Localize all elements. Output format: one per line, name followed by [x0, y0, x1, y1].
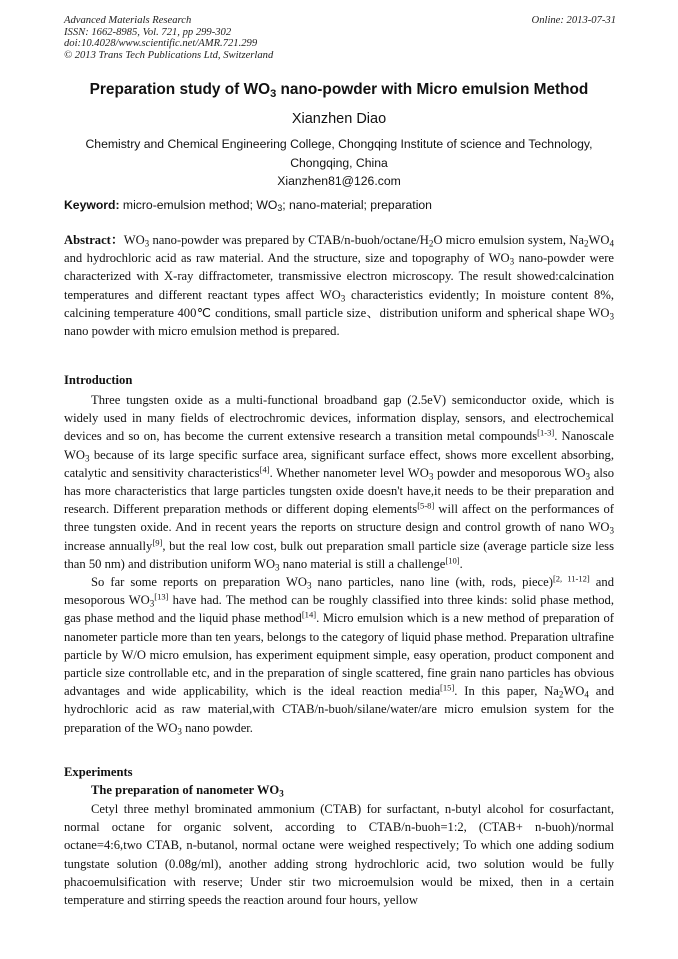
- keywords: Keyword: micro-emulsion method; $WO_3$; nano-material; preparation: [64, 198, 432, 214]
- citation: [10]: [445, 555, 460, 566]
- citation: [14]: [301, 610, 317, 621]
- experiments-heading: Experiments: [64, 765, 133, 779]
- keywords-label: Keyword:: [64, 198, 120, 212]
- citation: [13]: [154, 591, 169, 602]
- citation: [4]: [259, 464, 270, 475]
- experiments-body: [64, 800, 614, 909]
- citation: [1-3]: [537, 428, 555, 439]
- abstract: Abstract：$WO_3$ nano-powder was prepared by CTAB/$n-buoh/octane/H_2O$ micro emulsion system, $Na_2WO_4$ and hydrochloric acid as raw material. And the structure, size and topography of $WO_3$ nano-powder were characterized with X-ray diffractometer, transmissive electron microscopy. The result showed:calcination temperatures and different reactant types affect $WO_3$ characteristics evidently; In moisture content 8%, calcining temperature 400℃ conditions, small particle size、distribution uniform and spherical shape $WO_3$ nano powder with micro emulsion method is prepared.: [64, 233, 614, 339]
- online-date: Online: 2013-07-31: [531, 15, 616, 26]
- affiliation: [54, 135, 624, 191]
- journal-name: Advanced Materials Research: [64, 15, 192, 26]
- author-email[interactable]: Xianzhen81@126.com: [277, 174, 401, 189]
- author-name: Xianzhen Diao: [291, 111, 387, 127]
- doi-line: doi:10.4028/www.scientific.net/AMR.721.299: [64, 38, 258, 50]
- affiliation-line-2: Chongqing, China: [290, 155, 388, 170]
- introduction-paragraph-2: So far some reports on preparation $WO_3$ nano particles, nano line (with, rods, piece)[2, 11-12] and mesoporous $WO_3[13]$ have had. The method can be roughly classified into three kinds: solid phase method, gas phase method and the liquid phase method[14]. Micro emulsion which is a new method of preparation of nanometer particle more than ten years, belongs to the category of liquid phase method. Preparation ultrafine particle by W/O micro emulsion, has experiment equipment simple, easy operation, product component and particle size controllable etc, and in the preparation of single scattered, fine grain nano particles has obvious advantages and wide applicability, which is the ideal reaction media[15]. In this paper, $Na_2WO_4$ and hydrochloric acid as raw material,with CTAB/n-buoh/silane/water/are micro emulsion system for the preparation of the $WO_3$ nano powder.: [64, 573, 614, 736]
- citation: [15]: [440, 682, 455, 693]
- introduction-body: [64, 391, 614, 737]
- experiments-paragraph-1: Cetyl three methyl brominated ammonium (CTAB) for surfactant, n-butyl alcohol for cosurfactant, normal octane for organic solvent, according to CTAB/n-buoh=1:2, (CTAB+ n-buoh)/normal octane=4:6,two CTAB, n-butanol, normal octane were weighed respectively; To which one adding sodium tungstate solution (0.08g/ml), another adding strong hydrochloric acid, two solution would be fully phacoemulsification with reserve; Under stir two microemulsion would be mixed, then in a certain temperature and stirring speeds the reaction around four hours, yellow: [64, 802, 614, 908]
- journal-header: [64, 15, 616, 61]
- copyright-line: © 2013 Trans Tech Publications Ltd, Switzerland: [64, 49, 274, 61]
- affiliation-line-1: Chemistry and Chemical Engineering College, Chongqing Institute of science and Technology,: [85, 137, 593, 151]
- issn-line: ISSN: 1662-8985, Vol. 721, pp 299-302: [64, 26, 232, 38]
- introduction-paragraph-1: Three tungsten oxide as a multi-functional broadband gap (2.5eV) semiconductor oxide, which is widely used in many fields of electrochromic devices, information display, sensors, and electrochemical devices and so on, has become the current extensive research a transition metal compounds[1-3]. Nanoscale $WO_3$ because of its large specific surface area, significant surface effect, shows more excellent absorbing, catalytic and sensitivity characteristics[4]. Whether nanometer level $WO_3$ powder and mesoporous $WO_3$ also has more characteristics that large particles tungsten oxide doesn't have,it needs to be their preparation and research. Different preparation methods or different doping elements[5-8] will affect on the performances of three tungsten oxide. And in recent years the reports on structure design and control growth of nano $WO_3$ increase annually[9], but the real low cost, bulk out preparation small particle size (average particle size less than 50 nm) and distribution uniform $WO_3$ nano material is still a challenge[10].: [64, 393, 615, 573]
- citation: [2, 11-12]: [552, 573, 590, 584]
- citation: [9]: [152, 537, 163, 548]
- abstract-label: Abstract：: [64, 233, 124, 247]
- citation: [5-8]: [417, 500, 435, 511]
- preparation-subheading: The preparation of nanometer $WO_3$: [91, 783, 284, 799]
- paper-title: Preparation study of $WO_3$ nano-powder with Micro emulsion Method: [89, 81, 589, 100]
- introduction-heading: Introduction: [64, 373, 133, 387]
